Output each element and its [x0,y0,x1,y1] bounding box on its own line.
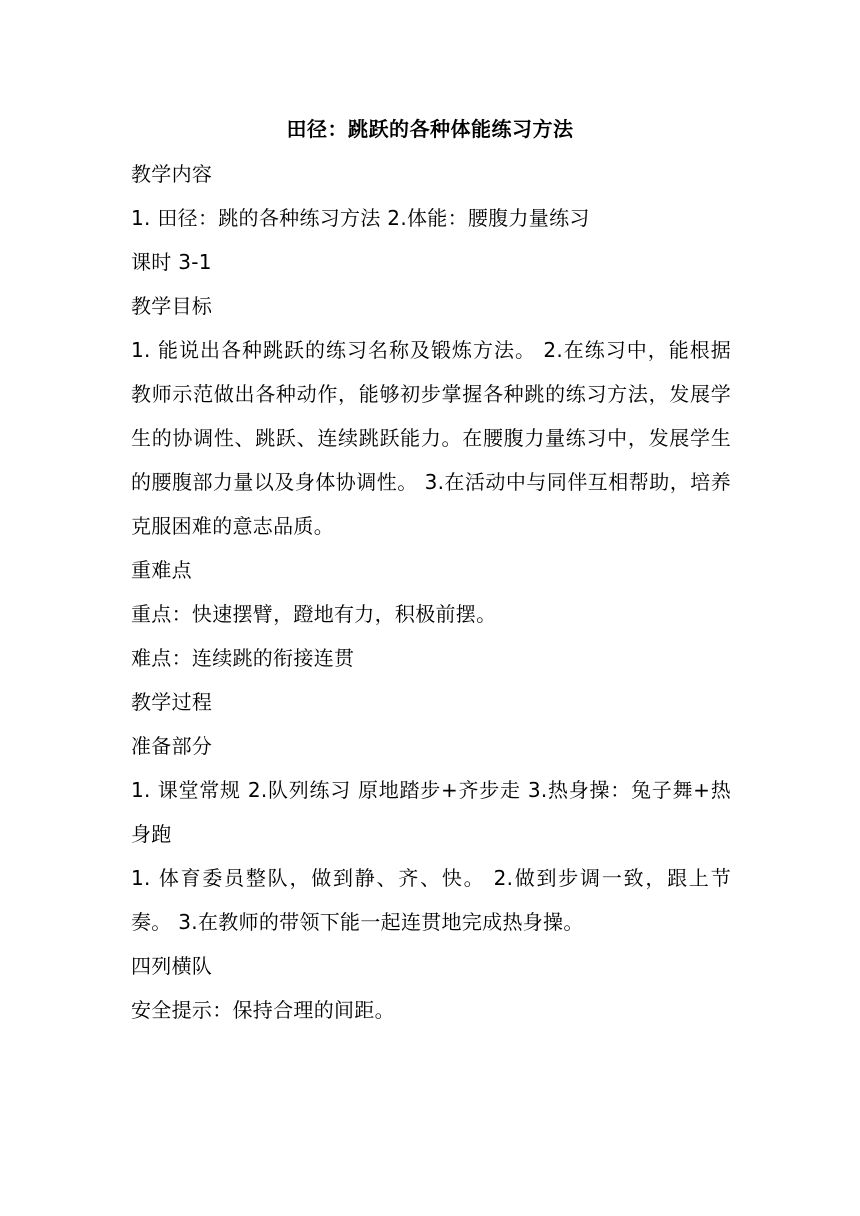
content-text: 1. 田径：跳的各种练习方法 2.体能：腰腹力量练习 [131,206,590,230]
section-heading-objectives: 教学目标 [131,294,213,318]
subsection-heading-preparation: 准备部分 [131,734,213,758]
section-heading-key-points: 重难点 [131,558,192,582]
safety-tip-text: 安全提示：保持合理的间距。 [131,998,395,1022]
formation-text: 四列横队 [131,954,213,978]
objectives-text: 1. 能说出各种跳跃的练习名称及锻炼方法。 2.在练习中，能根据教师示范做出各种动作，能够初步掌握各种跳的练习方法，发展学生的协调性、跳跃、连续跳跃能力。在腰腹力量练习中，发展学生的腰腹部力量以及身体协调性。 3.在活动中与同伴互相帮助，培养克服困难的意志品质。 [131,338,731,538]
difficulty-text: 难点：连续跳的衔接连贯 [131,646,355,670]
lesson-hours-text: 课时 3-1 [131,250,212,274]
section-heading-content: 教学内容 [131,162,213,186]
document-body [131,152,731,1032]
preparation-requirements-text: 1. 体育委员整队，做到静、齐、快。 2.做到步调一致，跟上节奏。 3.在教师的带领下能一起连贯地完成热身操。 [131,866,731,934]
key-point-text: 重点：快速摆臂，蹬地有力，积极前摆。 [131,602,497,626]
document-title: 田径：跳跃的各种体能练习方法 [286,117,574,141]
preparation-content-text: 1. 课堂常规 2.队列练习 原地踏步+齐步走 3.热身操：兔子舞+热身跑 [131,778,731,846]
section-heading-process: 教学过程 [131,690,213,714]
